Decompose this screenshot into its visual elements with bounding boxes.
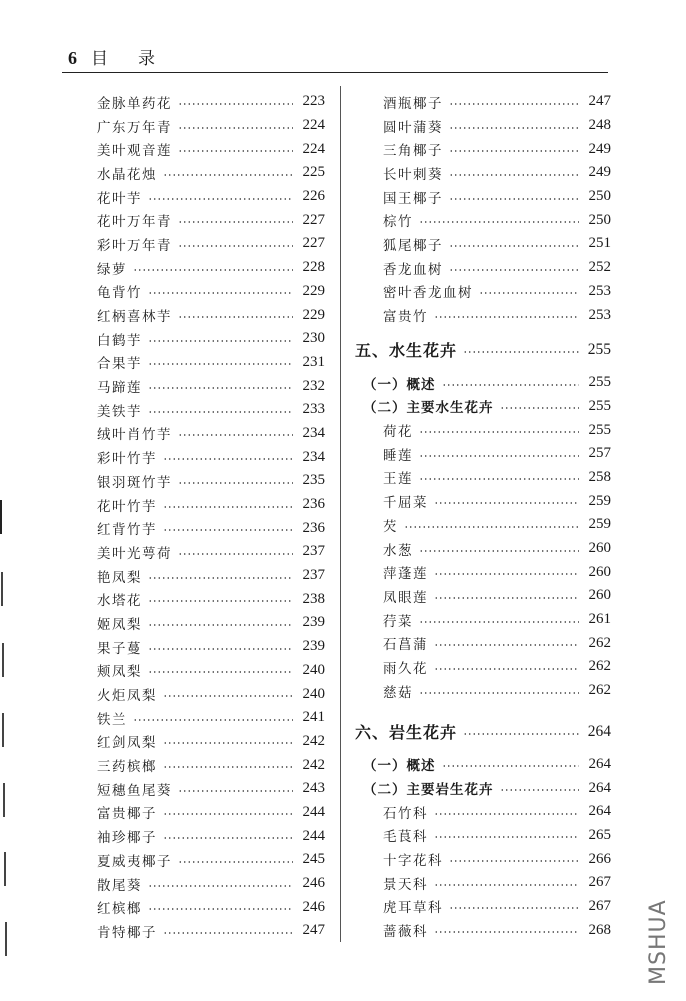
toc-entry[interactable] <box>97 611 325 635</box>
toc-entry[interactable] <box>97 777 325 801</box>
entry-page: 231 <box>302 353 325 370</box>
entry-label: 马蹄莲 <box>97 380 142 397</box>
entry-page: 244 <box>302 803 325 820</box>
entry-label: 夏威夷椰子 <box>97 853 172 870</box>
margin-mark <box>4 852 6 886</box>
toc-entry[interactable] <box>97 706 325 730</box>
dot-leader <box>163 174 293 176</box>
toc-entry[interactable] <box>97 635 325 659</box>
entry-page: 240 <box>302 685 325 702</box>
entry-page: 262 <box>588 658 611 675</box>
entry-label: 水葱 <box>383 542 413 559</box>
dot-leader <box>163 766 293 768</box>
subsection-page: 264 <box>588 779 611 796</box>
entry-label: 花叶芋 <box>97 190 142 207</box>
toc-entry[interactable] <box>355 489 611 513</box>
dot-leader <box>442 765 580 767</box>
dot-leader <box>178 316 293 318</box>
entry-label: 铁兰 <box>97 711 127 728</box>
toc-subsection[interactable] <box>355 753 611 777</box>
toc-entry[interactable] <box>355 608 611 632</box>
entry-page: 266 <box>588 850 611 867</box>
toc-entry[interactable] <box>97 730 325 754</box>
dot-leader <box>449 860 579 862</box>
toc-entry[interactable] <box>97 374 325 398</box>
dot-leader <box>449 198 579 200</box>
entry-label: 毛茛科 <box>383 829 428 846</box>
watermark <box>646 845 686 985</box>
toc-entry[interactable] <box>355 256 611 280</box>
entry-label: 龟背竹 <box>97 285 142 302</box>
toc-entry[interactable] <box>355 418 611 442</box>
entry-page: 262 <box>588 682 611 699</box>
toc-entry[interactable] <box>355 137 611 161</box>
entry-page: 260 <box>588 563 611 580</box>
toc-left-column <box>97 90 325 943</box>
entry-label: 棕竹 <box>383 214 413 231</box>
entry-label: 红槟榔 <box>97 901 142 918</box>
entry-page: 260 <box>588 587 611 604</box>
entry-page: 242 <box>302 756 325 773</box>
toc-subsection[interactable] <box>355 395 611 419</box>
toc-entry[interactable] <box>97 137 325 161</box>
toc-entry[interactable] <box>97 185 325 209</box>
entry-page: 248 <box>588 117 611 134</box>
dot-leader <box>449 907 579 909</box>
entry-page: 264 <box>588 803 611 820</box>
column-divider <box>340 86 341 942</box>
dot-leader <box>133 269 293 271</box>
entry-page: 224 <box>302 117 325 134</box>
dot-leader <box>434 316 579 318</box>
entry-page: 228 <box>302 259 325 276</box>
toc-entry[interactable] <box>97 540 325 564</box>
entry-label: 景天科 <box>383 876 428 893</box>
toc-entry[interactable] <box>97 280 325 304</box>
toc-entry[interactable] <box>97 398 325 422</box>
dot-leader <box>442 384 580 386</box>
entry-page: 230 <box>302 330 325 347</box>
margin-mark <box>1 572 3 606</box>
entry-label: 颊凤梨 <box>97 664 142 681</box>
toc-entry[interactable] <box>355 185 611 209</box>
entry-page: 259 <box>588 516 611 533</box>
entry-page: 249 <box>588 140 611 157</box>
dot-leader <box>148 340 293 342</box>
entry-page: 259 <box>588 492 611 509</box>
dot-leader <box>148 198 293 200</box>
entry-page: 229 <box>302 282 325 299</box>
toc-entry[interactable] <box>97 753 325 777</box>
toc-entry[interactable] <box>355 824 611 848</box>
dot-leader <box>434 597 579 599</box>
entry-label: 绿萝 <box>97 261 127 278</box>
dot-leader <box>178 103 293 105</box>
entry-page: 223 <box>302 93 325 110</box>
dot-leader <box>449 127 579 129</box>
dot-leader <box>148 363 293 365</box>
entry-label: 雨久花 <box>383 660 428 677</box>
subsection-label: （二）主要水生花卉 <box>363 400 494 417</box>
dot-leader <box>434 573 579 575</box>
toc-entry[interactable] <box>97 303 325 327</box>
toc-entry[interactable] <box>355 847 611 871</box>
entry-page: 234 <box>302 448 325 465</box>
entry-label: 红柄喜林芋 <box>97 309 172 326</box>
dot-leader <box>419 692 579 694</box>
dot-leader <box>178 434 293 436</box>
entry-page: 239 <box>302 614 325 631</box>
toc-entry[interactable] <box>97 161 325 185</box>
toc-subsection[interactable] <box>355 371 611 395</box>
dot-leader <box>163 837 293 839</box>
entry-page: 255 <box>588 421 611 438</box>
entry-label: 银羽斑竹芋 <box>97 474 172 491</box>
dot-leader <box>434 813 579 815</box>
entry-label: 千屈菜 <box>383 495 428 512</box>
dot-leader <box>419 431 579 433</box>
entry-page: 232 <box>302 377 325 394</box>
toc-right-column <box>355 90 611 942</box>
dot-leader <box>419 550 579 552</box>
entry-label: 合果芋 <box>97 356 142 373</box>
toc-entry[interactable] <box>355 513 611 537</box>
toc-entry[interactable] <box>97 564 325 588</box>
entry-label: 密叶香龙血树 <box>383 285 473 302</box>
dot-leader <box>449 103 579 105</box>
entry-page: 247 <box>302 922 325 939</box>
subsection-label: （二）主要岩生花卉 <box>363 782 494 799</box>
toc-entry[interactable] <box>97 872 325 896</box>
dot-leader <box>148 600 293 602</box>
dot-leader <box>133 719 293 721</box>
entry-page: 251 <box>588 235 611 252</box>
dot-leader <box>148 671 293 673</box>
entry-page: 237 <box>302 543 325 560</box>
entry-page: 262 <box>588 634 611 651</box>
running-header <box>68 44 155 68</box>
entry-label: 石竹科 <box>383 805 428 822</box>
subsection-page: 264 <box>588 755 611 772</box>
entry-page: 239 <box>302 638 325 655</box>
entry-page: 238 <box>302 590 325 607</box>
entry-label: 蔷薇科 <box>383 924 428 941</box>
entry-label: 彩叶竹芋 <box>97 451 157 468</box>
dot-leader <box>449 269 579 271</box>
toc-entry[interactable] <box>355 442 611 466</box>
toc-entry[interactable] <box>97 256 325 280</box>
dot-leader <box>434 502 579 504</box>
margin-mark <box>2 713 4 747</box>
toc-entry[interactable] <box>355 90 611 114</box>
toc-entry[interactable] <box>97 422 325 446</box>
toc-entry[interactable] <box>97 445 325 469</box>
entry-page: 227 <box>302 211 325 228</box>
entry-label: 睡莲 <box>383 447 413 464</box>
dot-leader <box>404 526 579 528</box>
dot-leader <box>463 733 579 735</box>
dot-leader <box>178 553 293 555</box>
toc-entry[interactable] <box>355 895 611 919</box>
header-title-char-2: 录 <box>138 49 155 69</box>
dot-leader <box>449 150 579 152</box>
toc-entry[interactable] <box>355 800 611 824</box>
subsection-label: （一）概述 <box>363 758 436 775</box>
toc-entry[interactable] <box>355 232 611 256</box>
entry-label: 短穗鱼尾葵 <box>97 782 172 799</box>
dot-leader <box>148 885 293 887</box>
toc-entry[interactable] <box>97 659 325 683</box>
entry-page: 242 <box>302 732 325 749</box>
toc-entry[interactable] <box>355 631 611 655</box>
entry-label: 绒叶肖竹芋 <box>97 427 172 444</box>
header-title-char-1: 目 <box>91 49 108 69</box>
dot-leader <box>148 908 293 910</box>
toc-entry[interactable] <box>355 871 611 895</box>
entry-label: 花叶竹芋 <box>97 498 157 515</box>
entry-label: 三药槟榔 <box>97 759 157 776</box>
entry-page: 233 <box>302 401 325 418</box>
entry-page: 253 <box>588 282 611 299</box>
toc-entry[interactable] <box>355 280 611 304</box>
entry-page: 235 <box>302 472 325 489</box>
entry-label: 王莲 <box>383 471 413 488</box>
toc-entry[interactable] <box>355 918 611 942</box>
entry-label: 白鹤芋 <box>97 332 142 349</box>
dot-leader <box>178 790 293 792</box>
entry-label: 荷花 <box>383 424 413 441</box>
entry-label: 广东万年青 <box>97 119 172 136</box>
dot-leader <box>449 174 579 176</box>
toc-entry[interactable] <box>97 208 325 232</box>
entry-label: 富贵竹 <box>383 309 428 326</box>
entry-label: 富贵椰子 <box>97 806 157 823</box>
entry-label: 金脉单药花 <box>97 95 172 112</box>
margin-mark <box>3 783 5 817</box>
entry-page: 244 <box>302 827 325 844</box>
entry-label: 水塔花 <box>97 593 142 610</box>
section-label: 六、岩生花卉 <box>355 723 458 742</box>
toc-entry[interactable] <box>97 895 325 919</box>
toc-entry[interactable] <box>355 303 611 327</box>
entry-label: 国王椰子 <box>383 190 443 207</box>
dot-leader <box>148 577 293 579</box>
dot-leader <box>500 407 580 409</box>
entry-page: 227 <box>302 235 325 252</box>
entry-page: 258 <box>588 468 611 485</box>
dot-leader <box>148 411 293 413</box>
entry-label: 散尾葵 <box>97 877 142 894</box>
dot-leader <box>178 482 293 484</box>
entry-page: 234 <box>302 424 325 441</box>
binding-margin-marks <box>0 480 10 980</box>
toc-entry[interactable] <box>97 351 325 375</box>
entry-page: 237 <box>302 567 325 584</box>
entry-label: 虎耳草科 <box>383 900 443 917</box>
dot-leader <box>178 245 293 247</box>
entry-label: 火炬凤梨 <box>97 688 157 705</box>
dot-leader <box>479 292 579 294</box>
toc-section-heading[interactable] <box>355 335 611 365</box>
entry-label: 香龙血树 <box>383 261 443 278</box>
dot-leader <box>419 455 579 457</box>
toc-entry[interactable] <box>97 516 325 540</box>
dot-leader <box>163 458 293 460</box>
section-page: 255 <box>587 340 611 358</box>
entry-label: 水晶花烛 <box>97 166 157 183</box>
margin-mark <box>0 500 2 534</box>
margin-mark <box>5 922 7 956</box>
toc-entry[interactable] <box>97 848 325 872</box>
dot-leader <box>148 648 293 650</box>
entry-page: 247 <box>588 93 611 110</box>
entry-page: 260 <box>588 540 611 557</box>
dot-leader <box>178 150 293 152</box>
dot-leader <box>178 127 293 129</box>
dot-leader <box>434 836 579 838</box>
entry-page: 267 <box>588 874 611 891</box>
entry-label: 长叶刺葵 <box>383 166 443 183</box>
entry-label: 肯特椰子 <box>97 924 157 941</box>
entry-label: 酒瓶椰子 <box>383 95 443 112</box>
dot-leader <box>500 789 580 791</box>
entry-page: 261 <box>588 611 611 628</box>
entry-label: 红背竹芋 <box>97 522 157 539</box>
dot-leader <box>163 506 293 508</box>
entry-label: 石菖蒲 <box>383 637 428 654</box>
dot-leader <box>148 292 293 294</box>
entry-label: 狐尾椰子 <box>383 237 443 254</box>
dot-leader <box>434 644 579 646</box>
toc-entry[interactable] <box>97 232 325 256</box>
toc-entry[interactable] <box>97 587 325 611</box>
entry-page: 268 <box>588 921 611 938</box>
entry-label: 十字花科 <box>383 853 443 870</box>
toc-entry[interactable] <box>355 584 611 608</box>
toc-entry[interactable] <box>355 655 611 679</box>
entry-label: 美叶观音莲 <box>97 143 172 160</box>
dot-leader <box>419 221 579 223</box>
entry-page: 236 <box>302 519 325 536</box>
entry-page: 257 <box>588 445 611 462</box>
toc-entry[interactable] <box>97 90 325 114</box>
toc-entry[interactable] <box>97 469 325 493</box>
dot-leader <box>434 668 579 670</box>
entry-page: 250 <box>588 211 611 228</box>
entry-label: 袖珍椰子 <box>97 830 157 847</box>
toc-entry[interactable] <box>97 493 325 517</box>
toc-entry[interactable] <box>355 161 611 185</box>
dot-leader <box>463 351 579 353</box>
entry-label: 萍蓬莲 <box>383 566 428 583</box>
entry-label: 花叶万年青 <box>97 214 172 231</box>
toc-entry[interactable] <box>355 114 611 138</box>
toc-subsection[interactable] <box>355 776 611 800</box>
toc-entry[interactable] <box>97 801 325 825</box>
subsection-label: （一）概述 <box>363 376 436 393</box>
entry-page: 252 <box>588 259 611 276</box>
toc-entry[interactable] <box>355 537 611 561</box>
entry-label: 芡 <box>383 518 398 535</box>
entry-page: 250 <box>588 188 611 205</box>
subsection-page: 255 <box>588 374 611 391</box>
entry-page: 229 <box>302 306 325 323</box>
dot-leader <box>449 245 579 247</box>
toc-entry[interactable] <box>355 208 611 232</box>
entry-page: 249 <box>588 164 611 181</box>
margin-mark <box>2 643 4 677</box>
toc-entry[interactable] <box>355 679 611 703</box>
entry-page: 236 <box>302 496 325 513</box>
subsection-page: 255 <box>588 397 611 414</box>
entry-page: 240 <box>302 661 325 678</box>
dot-leader <box>148 387 293 389</box>
dot-leader <box>163 932 293 934</box>
watermark-text: MSHUA <box>646 899 671 985</box>
section-page: 264 <box>587 722 611 740</box>
entry-page: 246 <box>302 898 325 915</box>
entry-page: 243 <box>302 780 325 797</box>
entry-page: 241 <box>302 709 325 726</box>
dot-leader <box>419 621 579 623</box>
toc-entry[interactable] <box>355 466 611 490</box>
dot-leader <box>163 695 293 697</box>
entry-page: 225 <box>302 164 325 181</box>
toc-entry[interactable] <box>97 327 325 351</box>
entry-label: 慈菇 <box>383 684 413 701</box>
entry-label: 圆叶蒲葵 <box>383 119 443 136</box>
dot-leader <box>434 931 579 933</box>
dot-leader <box>163 742 293 744</box>
dot-leader <box>148 624 293 626</box>
entry-page: 245 <box>302 851 325 868</box>
toc-entry[interactable] <box>97 682 325 706</box>
entry-label: 凤眼莲 <box>383 589 428 606</box>
dot-leader <box>434 884 579 886</box>
entry-page: 253 <box>588 306 611 323</box>
entry-label: 荇菜 <box>383 613 413 630</box>
toc-section-heading[interactable] <box>355 717 611 747</box>
entry-label: 彩叶万年青 <box>97 237 172 254</box>
dot-leader <box>178 861 293 863</box>
toc-entry[interactable] <box>97 919 325 943</box>
entry-label: 艳凤梨 <box>97 569 142 586</box>
dot-leader <box>163 813 293 815</box>
entry-label: 美叶光萼荷 <box>97 545 172 562</box>
header-rule <box>62 72 608 73</box>
entry-page: 226 <box>302 188 325 205</box>
toc-entry[interactable] <box>97 114 325 138</box>
entry-page: 265 <box>588 826 611 843</box>
toc-entry[interactable] <box>97 824 325 848</box>
entry-page: 267 <box>588 897 611 914</box>
entry-page: 246 <box>302 875 325 892</box>
entry-label: 姬凤梨 <box>97 616 142 633</box>
entry-label: 美铁芋 <box>97 403 142 420</box>
toc-entry[interactable] <box>355 560 611 584</box>
entry-label: 三角椰子 <box>383 143 443 160</box>
page-number: 6 <box>68 48 77 68</box>
dot-leader <box>178 221 293 223</box>
entry-label: 红剑凤梨 <box>97 735 157 752</box>
section-label: 五、水生花卉 <box>355 341 458 361</box>
dot-leader <box>163 529 293 531</box>
entry-label: 果子蔓 <box>97 640 142 657</box>
dot-leader <box>419 478 579 480</box>
entry-page: 224 <box>302 140 325 157</box>
